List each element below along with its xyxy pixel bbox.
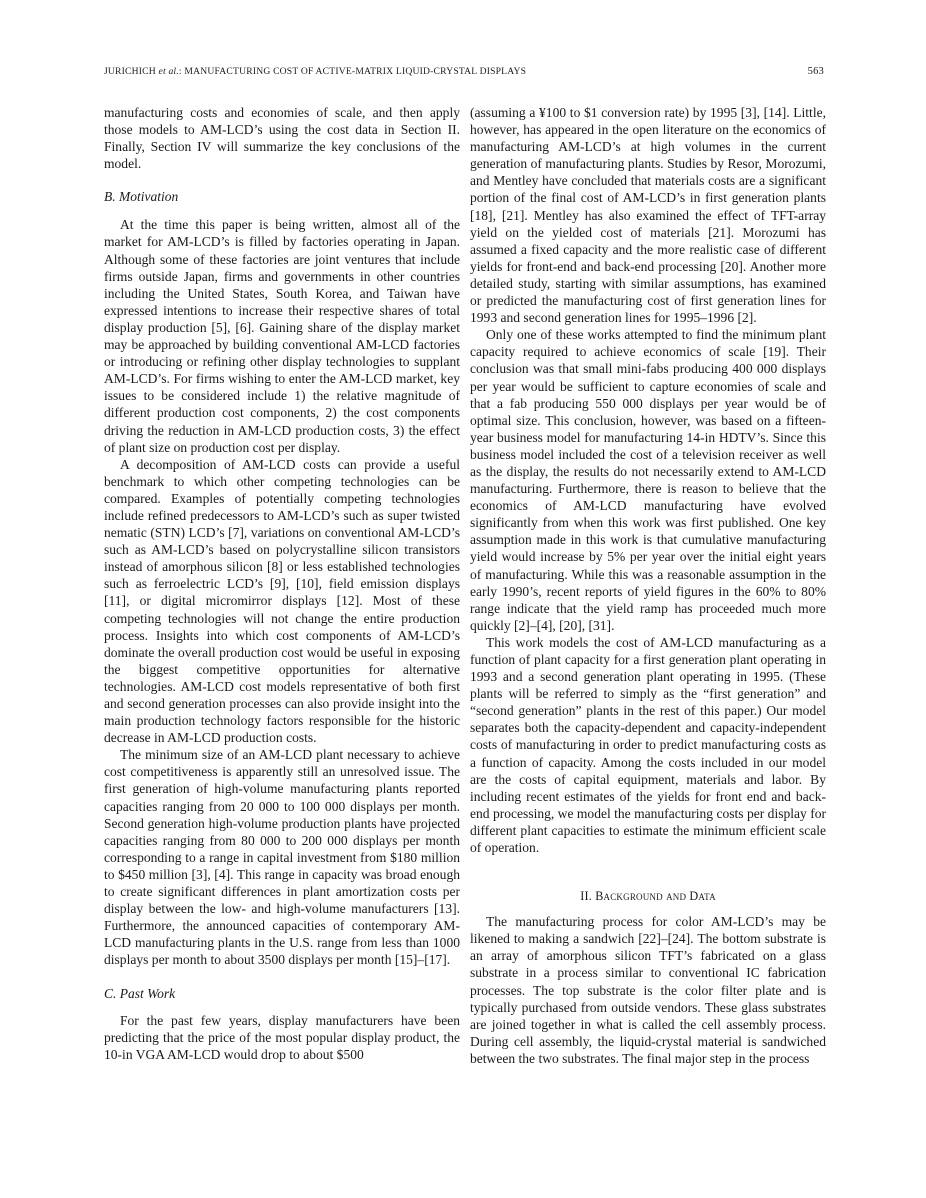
- page-number: 563: [807, 66, 824, 77]
- running-head: [104, 66, 526, 77]
- running-head-title: : MANUFACTURING COST OF ACTIVE-MATRIX LIQUID-CRYSTAL DISPLAYS: [178, 66, 527, 77]
- past-work-paragraph-2: Only one of these works attempted to find the minimum plant capacity required to achieve economics of scale [19]. Their conclusion was that small mini-fabs producing 400 000 displays per year would be sufficient to capture economies of scale and that a fab producing 550 000 displays per year would be of optimal size. This conclusion, however, was based on a fifteen-year business model for manufacturing 14-in HDTV’s. Since this business model included the cost of a television receiver as well as the display, the results do not necessarily extend to AM-LCD manufacturing. Furthermore, there is reason to believe that the economics of AM-LCD manufacturing have evolved significantly from when this work was first published. One key assumption made in this work is that cumulative manufacturing yield would increase by 5% per year over the initial eight years of manufacturing. While this was a reasonable assumption in the early 1990’s, recent reports of yield figures in the 60% to 80% range indicate that the yield ramp has proceeded much more quickly [2]–[4], [20], [31].: [470, 327, 826, 633]
- section-2-heading: II. Background and Data: [580, 889, 716, 904]
- past-work-continuation: (assuming a ¥100 to $1 conversion rate) by 1995 [3], [14]. Little, however, has appeared in the open literature on the economics of manufacturing AM-LCD’s at high volumes in the current generation of manufacturing plants. Studies by Resor, Morozumi, and Mentley have concluded that materials costs are a significant portion of the final cost of AM-LCD’s in first generation plants [18], [21]. Mentley has also examined the effect of TFT-array yield on the yielded cost of materials [21]. Morozumi has assumed a fixed capacity and the more realistic case of different yields for front-end and back-end processing [20]. Another more detailed study, starting with similar assumptions, has examined or predicted the manufacturing cost of first generation lines for 1993 and second generation lines for 1995–1996 [2].: [470, 105, 826, 326]
- motivation-paragraph-3: The minimum size of an AM-LCD plant necessary to achieve cost competitiveness is apparently still an unresolved issue. The first generation of high-volume manufacturing plants reported capacities ranging from 20 000 to 100 000 displays per month. Second generation high-volume production plants have projected capacities ranging from 80 000 to 200 000 displays per month corresponding to a range in capital investment from $180 million to $450 million [3], [4]. This range in capacity was broad enough to create significant differences in plant amortization costs per display between the low- and high-volume manufacturers [13]. Furthermore, the announced capacities of contemporary AM-LCD manufacturing plants in the U.S. range from less than 1000 displays per month to about 3500 displays per month [15]–[17].: [104, 747, 460, 968]
- intro-tail-paragraph: manufacturing costs and economies of scale, and then apply those models to AM-LCD’s using the cost data in Section II. Finally, Section IV will summarize the key conclusions of the model.: [104, 105, 460, 172]
- motivation-paragraph-1: At the time this paper is being written, almost all of the market for AM-LCD’s is filled by factories operating in Japan. Although some of these factories are joint ventures that include firms outside Japan, firms and governments in other countries including the United States, South Korea, and Taiwan have expressed intentions to increase their respective shares of total display production [5], [6]. Gaining share of the display market may be approached by building conventional AM-LCD factories or introducing or refining other display technologies to supplant AM-LCD’s. For firms wishing to enter the AM-LCD market, key issues to be considered include 1) the relative magnitude of different production cost components, 2) the cost components driving the reduction in AM-LCD production costs, 3) the effect of plant size on production cost per display.: [104, 217, 460, 455]
- past-work-paragraph-3: This work models the cost of AM-LCD manufacturing as a function of plant capacity for a first generation plant operating in 1993 and a second generation plant operating in 1995. (These plants will be referred to simply as the “first generation” and “second generation” plants in the rest of this paper.) Our model separates both the capacity-dependent and capacity-independent costs of manufacturing in order to predict manufacturing costs as a function of capacity. Among the costs included in our model are the costs of capital equipment, materials and labor. By including recent estimates of the yields for front end and back-end processing, we model the manufacturing costs per display for different plant capacities to estimate the minimum efficient scale of operation.: [470, 634, 826, 856]
- motivation-paragraph-2: A decomposition of AM-LCD costs can provide a useful benchmark to which other competing technologies can be compared. Examples of potentially competing technologies include refined predecessors to AM-LCD’s such as super twisted nematic (STN) LCD’s [7], variations on conventional AM-LCD’s such as AM-LCD’s based on polycrystalline silicon transistors instead of amorphous silicon [8] or less established technologies such as ferroelectric LCD’s [9], [10], field emission displays [11], or digital micromirror displays [12]. Most of these competing technologies will not change the entire production process. Insights into which cost components of AM-LCD’s dominate the overall production cost would be useful in exposing the biggest competitive opportunities for alternative technologies. AM-LCD cost models representative of both first and second generation processes can also provide insight into the main production technology factors responsible for the historic decrease in AM-LCD production costs.: [104, 456, 460, 746]
- running-head-author: JURICHICH: [104, 66, 156, 77]
- section-2-paragraph-1: The manufacturing process for color AM-LCD’s may be likened to making a sandwich [22]–[24]. The bottom substrate is an array of amorphous silicon TFT’s fabricated on a glass substrate in a process similar to conventional IC fabrication processes. The top substrate is the color filter plate and is typically purchased from outside vendors. These glass substrates are joined together in what is called the cell assembly process. During cell assembly, the liquid-crystal material is sandwiched between the two substrates. The final major step in the process: [470, 914, 826, 1066]
- running-head-etal: et al.: [158, 66, 179, 77]
- motivation-heading: B. Motivation: [104, 189, 179, 205]
- running-header: [104, 66, 824, 82]
- left-column: [104, 104, 460, 1063]
- past-work-paragraph-1: For the past few years, display manufacturers have been predicting that the price of the most popular display product, the 10-in VGA AM-LCD would drop to about $500: [104, 1012, 460, 1062]
- past-work-heading: C. Past Work: [104, 985, 176, 1001]
- right-column: [470, 104, 826, 1067]
